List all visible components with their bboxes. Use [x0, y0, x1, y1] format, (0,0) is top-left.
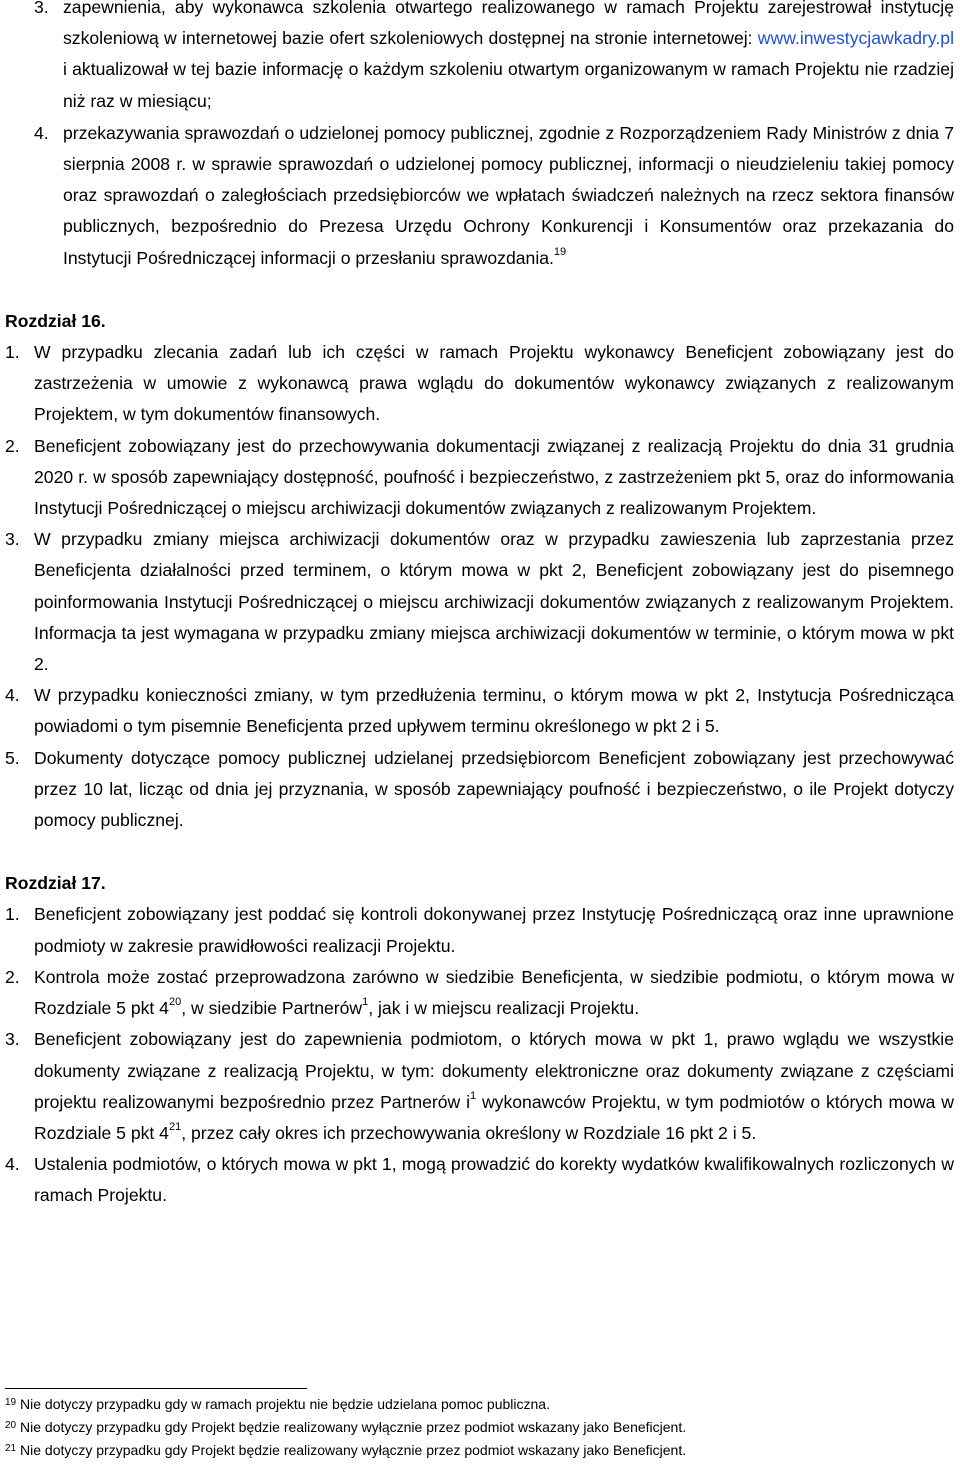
- item-text-cont: , w siedzibie Partnerów: [181, 998, 363, 1019]
- list-item: [5, 337, 954, 431]
- item-text: Beneficjent zobowiązany jest do przechowywania dokumentacji związanej z realizacją Projektu do dnia 31 grudnia 2020 r. w sposób zapewniający dostępność, poufność i bezpieczeństwo, z zastrzeżeniem pkt 5, oraz do informowania Instytucji Pośredniczącej o miejscu archiwizacji dokumentów związanych z realizowanym Projektem.: [34, 435, 954, 519]
- item-text: Dokumenty dotyczące pomocy publicznej udzielanej przedsiębiorcom Beneficjent zobowiązany jest przechowywać przez 10 lat, licząc od dnia jej przyznania, w sposób zapewniający poufność i bezpieczeństwo, o ile Projekt dotyczy pomocy publicznej.: [34, 747, 954, 831]
- item-number: 3.: [5, 529, 20, 550]
- footnote-ref-1[interactable]: 1: [362, 996, 369, 1009]
- item-number: 1.: [5, 904, 20, 925]
- footnote-number: 19: [5, 1397, 17, 1408]
- item-text-end: , przez cały okres ich przechowywania określony w Rozdziale 16 pkt 2 i 5.: [181, 1122, 757, 1143]
- list-item-3: [34, 0, 954, 117]
- list-item: [5, 1149, 954, 1211]
- footnote-number: 21: [5, 1443, 17, 1454]
- item-number: 4.: [5, 1154, 20, 1175]
- list-item: [5, 743, 954, 837]
- list-item: [5, 962, 954, 1024]
- footnote-21: [5, 1440, 686, 1463]
- prev-section: [5, 0, 954, 274]
- list-item-4: [34, 118, 954, 274]
- footnote-text: Nie dotyczy przypadku gdy Projekt będzie realizowany wyłącznie przez podmiot wskazany jako Beneficjent.: [20, 1419, 687, 1435]
- item-text-cont: wykonawców Projektu, w tym podmiotów o których mowa w Rozdziale 5 pkt 4: [34, 1091, 954, 1143]
- chapter-16-heading: Rozdział 16.: [5, 310, 106, 331]
- footnote-19: [5, 1394, 686, 1417]
- item-text: Beneficjent zobowiązany jest do zapewnienia podmiotom, o których mowa w pkt 1, prawo wglądu we wszystkie dokumenty związane z realizacją Projektu, w tym: dokumenty elektroniczne oraz dokumenty związane z częściami projektu realizowanymi bezpośrednio przez Partnerów i: [34, 1029, 954, 1112]
- item-text: Beneficjent zobowiązany jest poddać się kontroli dokonywanej przez Instytucję Pośredniczącą oraz inne uprawnione podmioty w zakresie prawidłowości realizacji Projektu.: [34, 904, 954, 956]
- footnotes: [5, 1394, 686, 1463]
- item-number: 3.: [5, 1029, 20, 1050]
- item-number: 1.: [5, 342, 20, 363]
- item-text: Ustalenia podmiotów, o których mowa w pkt 1, mogą prowadzić do korekty wydatków kwalifikowalnych rozliczonych w ramach Projektu.: [34, 1154, 954, 1206]
- item-number: 4.: [5, 685, 20, 706]
- item-number: 2.: [5, 435, 20, 456]
- item-text-end: , jak i w miejscu realizacji Projektu.: [368, 998, 640, 1019]
- footnote-text: Nie dotyczy przypadku gdy w ramach projektu nie będzie udzielana pomoc publiczna.: [20, 1396, 550, 1412]
- list-item: [5, 524, 954, 680]
- footnote-ref-20[interactable]: 20: [168, 996, 182, 1009]
- item-number: 3.: [34, 0, 49, 17]
- footnote-ref-1[interactable]: 1: [470, 1089, 477, 1102]
- list-item: [5, 1024, 954, 1149]
- item-number: 2.: [5, 966, 20, 987]
- list-item: [5, 899, 954, 961]
- chapter-17-list: [5, 899, 954, 1211]
- item-text: W przypadku konieczności zmiany, w tym przedłużenia terminu, o którym mowa w pkt 2, Instytucja Pośrednicząca powiadomi o tym pisemnie Beneficjenta przed upływem terminu określonego w pkt 2 i 5.: [34, 685, 954, 737]
- footnote-text: Nie dotyczy przypadku gdy Projekt będzie realizowany wyłącznie przez podmiot wskazany jako Beneficjent.: [20, 1442, 687, 1458]
- footnote-20: [5, 1417, 686, 1440]
- item-text: W przypadku zmiany miejsca archiwizacji dokumentów oraz w przypadku zawieszenia lub zaprzestania przez Beneficjenta działalności przed terminem, o którym mowa w pkt 2, Beneficjent zobowiązany jest do pisemnego poinformowania Instytucji Pośredniczącej o miejscu archiwizacji dokumentów związanych z realizowanym Projektem. Informacja ta jest wymagana w przypadku zmiany miejsca archiwizacji dokumentów w terminie, o którym mowa w pkt 2.: [34, 529, 954, 675]
- footnote-ref-19[interactable]: 19: [553, 245, 567, 258]
- item-text-cont: i aktualizował w tej bazie informację o każdym szkoleniu otwartym organizowanym w ramach Projektu nie rzadziej niż raz w miesiącu;: [63, 59, 954, 111]
- bazy-link[interactable]: www.inwestycjawkadry.pl: [757, 28, 954, 49]
- chapter-17-heading: Rozdział 17.: [5, 873, 106, 894]
- item-text: Kontrola może zostać przeprowadzona zarówno w siedzibie Beneficjenta, w siedzibie podmiotu, o którym mowa w Rozdziale 5 pkt 4: [34, 966, 954, 1019]
- item-text: W przypadku zlecania zadań lub ich części w ramach Projektu wykonawcy Beneficjent zobowiązany jest do zastrzeżenia w umowie z wykonawcą prawa wglądu do dokumentów wykonawcy związanych z realizowanym Projektem, w tym dokumentów finansowych.: [34, 342, 954, 425]
- item-text: zapewnienia, aby wykonawca szkolenia otwartego realizowanego w ramach Projektu zarejestrował instytucję szkoleniową w internetowej bazie ofert szkoleniowych dostępnej na stronie internetowej:: [63, 0, 954, 49]
- footnote-ref-21[interactable]: 21: [168, 1121, 182, 1134]
- list-item: [5, 431, 954, 525]
- item-number: 5.: [5, 747, 20, 768]
- list-item: [5, 680, 954, 742]
- item-text: przekazywania sprawozdań o udzielonej pomocy publicznej, zgodnie z Rozporządzeniem Rady Ministrów z dnia 7 sierpnia 2008 r. w sprawie sprawozdań o udzielonej pomocy publicznej, informacji o nieudzieleniu takiej pomocy oraz sprawozdań o zaległościach przedsiębiorców we wpłatach świadczeń należnych na rzecz sektora finansów publicznych, bezpośrednio do Prezesa Urzędu Ochrony Konkurencji i Konsumentów oraz przekazania do Instytucji Pośredniczącej informacji o przesłaniu sprawozdania.: [63, 122, 954, 268]
- chapter-16-list: [5, 337, 954, 836]
- footnote-separator: [5, 1388, 307, 1389]
- item-number: 4.: [34, 122, 49, 143]
- footnote-number: 20: [5, 1420, 17, 1431]
